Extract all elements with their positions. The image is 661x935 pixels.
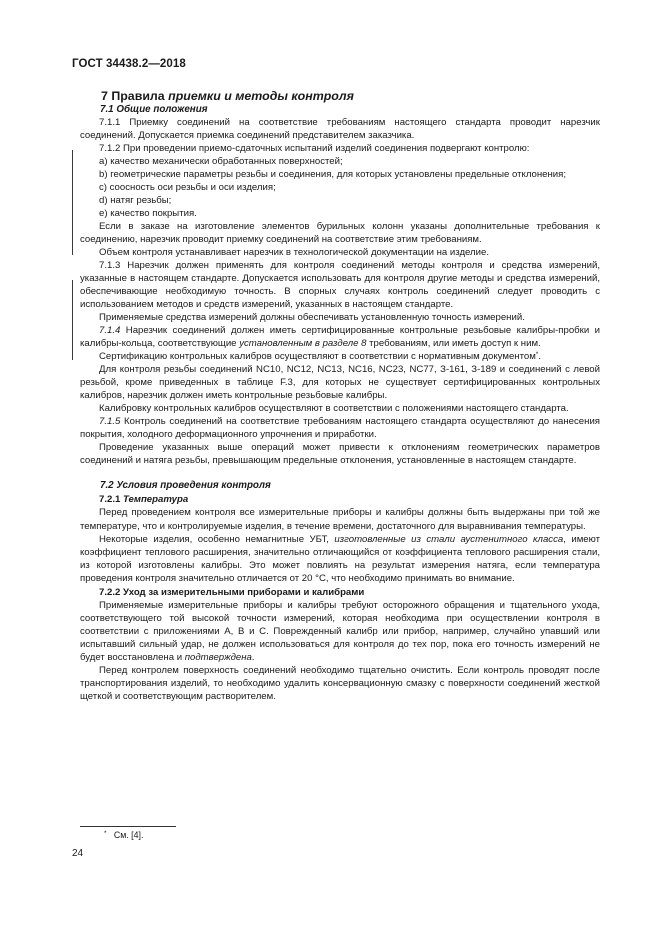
clause-title-7-2-2: 7.2.2 Уход за измерительными приборами и калибрами — [99, 586, 365, 598]
paragraph-surface-cleaning: Перед контролем поверхность соединений необходимо тщательно очистить. Если контроль проводят после транспортирования изделий, то необходимо удалить консервационную смазку с поверхности соединений жесткой щеткой и соответствующим растворителем. — [80, 664, 600, 702]
page-number: 24 — [72, 848, 84, 859]
change-bar — [72, 150, 73, 255]
paragraph-7-1-4: 7.1.4 Нарезчик соединений должен иметь сертифицированные контрольные резьбовые калибры-пробки и калибры-кольца, соответствующие установленным в разделе 8 требованиям, или иметь доступ к ним. — [80, 325, 600, 350]
paragraph-additional-requirements: Если в заказе на изготовление элементов бурильных колонн указаны дополнительные требования к соединению, нарезчик проводит приемку соединений на соответствие этим требованиям. — [80, 221, 600, 246]
paragraph-certification: Сертификацию контрольных калибров осуществляют в соответствии с нормативным документом*. — [99, 351, 541, 363]
document-code: ГОСТ 34438.2—2018 — [72, 58, 186, 70]
footnote-divider — [80, 826, 176, 827]
subsection-title-7-1: 7.1 Общие положения — [100, 104, 208, 116]
paragraph-thread-control: Для контроля резьбы соединений NC10, NC12, NC13, NC16, NC23, NC77, З-161, З-189 и соединений с левой резьбой, кроме приведенных в таблице F.3, для которых не существует сертифицированных контрольных калибров, нарезчик должен иметь контрольные резьбовые калибры. — [80, 364, 600, 402]
footnote: * См. [4]. — [104, 830, 144, 840]
section-title: 7 Правила приемки и методы контроля — [101, 89, 354, 103]
document-body — [80, 90, 600, 703]
paragraph-control-volume: Объем контроля устанавливает нарезчик в технологической документации на изделие. — [99, 247, 490, 259]
list-item: d) натяг резьбы; — [99, 195, 172, 207]
change-bar — [72, 280, 73, 360]
clause-number: 7.1.4 — [99, 325, 121, 337]
list-item: с) соосность оси резьбы и оси изделия; — [99, 182, 276, 194]
paragraph-7-1-2: 7.1.2 При проведении приемо-сдаточных испытаний изделий соединения подвергают контролю: — [99, 143, 530, 155]
list-item: b) геометрические параметры резьбы и соединения, для которых установлены предельные отклонения; — [99, 169, 567, 181]
paragraph-temperature: Перед проведением контроля все измерительные приборы и калибры должны быть выдержаны при той же температуре, что и контролируемые изделия, в течение времени, достаточного для выравнивания температуры. — [80, 507, 600, 532]
footnote-reference: * — [535, 351, 539, 359]
paragraph-7-1-3: 7.1.3 Нарезчик должен применять для контроля соединений методы контроля и средства измерений, указанные в настоящем стандарте. Допускается использовать для контроля другие методы и средства измерений, обеспечивающие необходимую точность. В спорных случаях контроль соединений следует проводить с использованием методов и средств измерений, указанных в настоящем стандарте. — [80, 260, 600, 311]
paragraph-austenitic: Некоторые изделия, особенно немагнитные УБТ, изготовленные из стали аустенитного класса, имеют коэффициент теплового расширения, значительно отличающийся от коэффициента теплового расширения стали, из которой изготовлены калибры. Это может повлиять на результат измерения натяга, если температура проведения контроля значительно отличается от 20 °С, что необходимо принимать во внимание. — [80, 533, 601, 584]
paragraph-operations: Проведение указанных выше операций может привести к отклонениям геометрических параметров соединений и натяга резьбы, превышающим предельные отклонения, установленные в настоящем стандарте. — [80, 442, 600, 467]
paragraph-measurement-accuracy: Применяемые средства измерений должны обеспечивать установленную точность измерений. — [99, 312, 525, 324]
subsection-title-7-2: 7.2 Условия проведения контроля — [100, 480, 271, 492]
paragraph-gauge-care: Применяемые измерительные приборы и калибры требуют осторожного обращения и тщательного ухода, соответствующего той высокой точности измерений, которая необходима при осуществлении контроля в соответствии с приложениями А, В и С. Поврежденный калибр или прибор, например, случайно упавший или испытавший сильный удар, не должен использоваться для контроля до тех пор, пока его точность измерений не будет восстановлена и подтверждена. — [80, 599, 600, 663]
list-item: е) качество покрытия. — [99, 208, 197, 220]
paragraph-calibration: Калибровку контрольных калибров осуществляют в соответствии с положениями настоящего стандарта. — [99, 403, 569, 415]
paragraph-7-1-5: 7.1.5 Контроль соединений на соответствие требованиям настоящего стандарта осуществляют до нанесения покрытия, холодного деформационного упрочнения и приработки. — [80, 416, 600, 441]
clause-title-7-2-1: 7.2.1 Температура — [99, 494, 189, 506]
paragraph-7-1-1: 7.1.1 Приемку соединений на соответствие требованиям настоящего стандарта проводит нарезчик соединений. Допускается приемка соединений представителем заказчика. — [80, 117, 600, 142]
clause-number: 7.1.5 — [99, 416, 121, 428]
list-item: а) качество механически обработанных поверхностей; — [99, 156, 343, 168]
